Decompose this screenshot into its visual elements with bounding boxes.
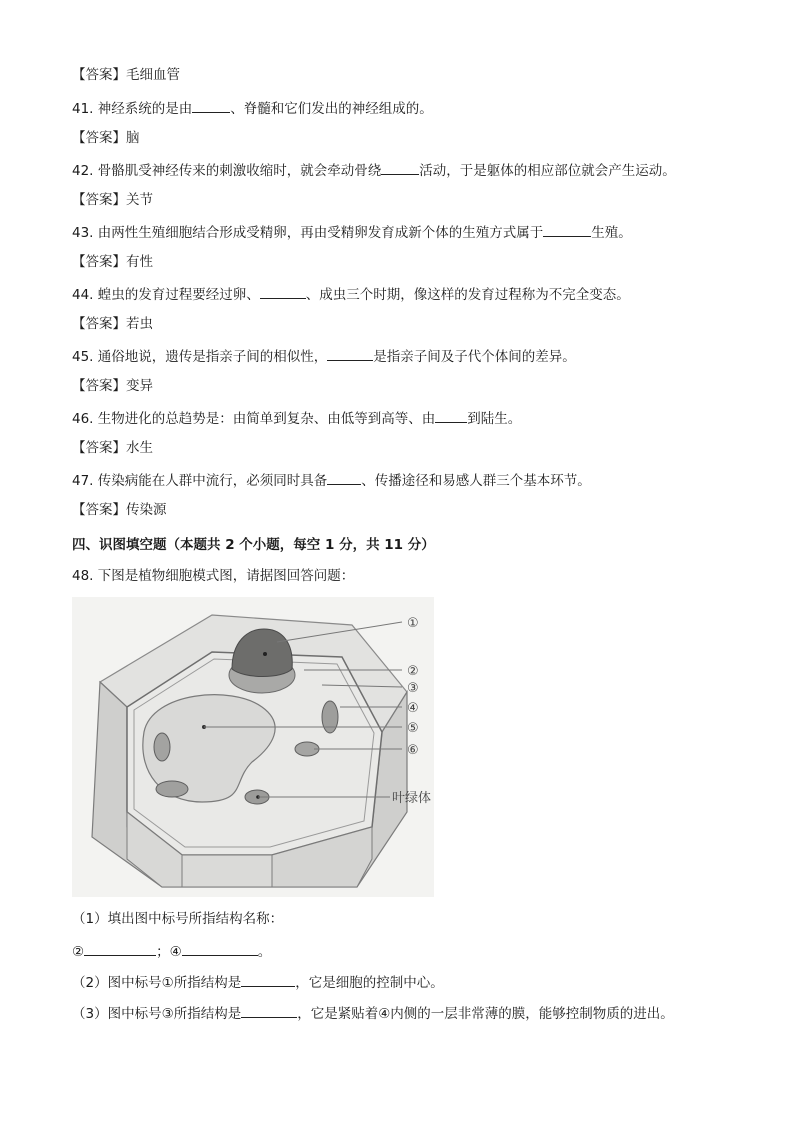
plant-cell-svg <box>72 597 434 897</box>
answer-46 <box>72 439 153 457</box>
fill-blank[interactable] <box>327 346 373 361</box>
subquestion-3 <box>72 1003 674 1023</box>
plant-cell-diagram <box>72 597 434 897</box>
subquestion-2-post: ，它是细胞的控制中心。 <box>295 975 444 991</box>
fill-blank[interactable] <box>192 98 230 113</box>
line-text: 【答案】若虫 <box>72 316 153 332</box>
subquestion-1-answers <box>72 941 271 961</box>
subquestion-1 <box>72 910 283 928</box>
label-3: ③ <box>407 681 419 696</box>
subquestion-1-end: 。 <box>257 944 272 960</box>
fill-blank[interactable] <box>327 470 361 485</box>
section-heading: 四、识图填空题（本题共 2 个小题，每空 1 分，共 11 分） <box>72 537 435 553</box>
separator-4: ；④ <box>156 944 182 960</box>
question-46 <box>72 408 521 428</box>
answer-41 <box>72 129 140 147</box>
answer-42 <box>72 191 153 209</box>
answer-44 <box>72 315 153 333</box>
question-47 <box>72 470 591 490</box>
answer-45 <box>72 377 153 395</box>
line-text: 42. 骨骼肌受神经传来的刺激收缩时，就会牵动骨绕 <box>72 163 382 179</box>
label-chloroplast: 叶绿体 <box>392 791 432 806</box>
line-text: 【答案】传染源 <box>72 502 167 518</box>
line-text: 【答案】变异 <box>72 378 153 394</box>
line-text: 【答案】脑 <box>72 130 140 146</box>
line-text: 47. 传染病能在人群中流行，必须同时具备 <box>72 473 328 489</box>
answer-47 <box>72 501 167 519</box>
line-text: 45. 通俗地说，遗传是指亲子间的相似性， <box>72 349 328 365</box>
question-48-intro: 48. 下图是植物细胞模式图，请据图回答问题： <box>72 568 355 584</box>
chloroplast-3 <box>156 781 188 797</box>
answer-40 <box>72 66 180 84</box>
cell-front-face-mid <box>182 855 272 887</box>
nucleus-point <box>263 652 267 656</box>
line-text-after: 到陆生。 <box>467 411 522 427</box>
line-text-after: 、传播途径和易感人群三个基本环节。 <box>361 473 591 489</box>
line-text: 41. 神经系统的是由 <box>72 101 193 117</box>
question-43 <box>72 222 632 242</box>
line-text: 【答案】关节 <box>72 192 153 208</box>
question-44 <box>72 284 630 304</box>
subquestion-3-pre: （3）图中标号③所指结构是 <box>72 1006 242 1022</box>
label-5: ⑤ <box>407 721 419 736</box>
chloroplast-1 <box>322 701 338 733</box>
line-text: 【答案】水生 <box>72 440 153 456</box>
label-6: ⑥ <box>407 743 419 758</box>
line-text-after: 生殖。 <box>591 225 632 241</box>
line-text-after: 是指亲子间及子代个体间的差异。 <box>373 349 576 365</box>
label-2: ② <box>407 664 419 679</box>
line-text: 【答案】有性 <box>72 254 153 270</box>
chloroplast-5 <box>154 733 170 761</box>
question-45 <box>72 346 576 366</box>
line-text: 43. 由两性生殖细胞结合形成受精卵，再由受精卵发育成新个体的生殖方式属于 <box>72 225 544 241</box>
question-42 <box>72 160 676 180</box>
line-text: 46. 生物进化的总趋势是：由简单到复杂、由低等到高等、由 <box>72 411 436 427</box>
blank-structure-2[interactable] <box>84 941 156 956</box>
blank-structure-3[interactable] <box>241 1003 297 1018</box>
fill-blank[interactable] <box>435 408 467 423</box>
line-text-after: 、脊髓和它们发出的神经组成的。 <box>230 101 433 117</box>
line-text-after: 、成虫三个时期，像这样的发育过程称为不完全变态。 <box>305 287 630 303</box>
subquestion-1-text: （1）填出图中标号所指结构名称： <box>72 911 284 927</box>
blank-structure-1[interactable] <box>241 972 295 987</box>
fill-blank[interactable] <box>381 160 419 175</box>
question-41 <box>72 98 433 118</box>
label-4: ④ <box>407 701 419 716</box>
blank-structure-4[interactable] <box>182 941 258 956</box>
answer-43 <box>72 253 153 271</box>
label-1: ① <box>407 616 419 631</box>
subquestion-2 <box>72 972 444 992</box>
subquestion-2-pre: （2）图中标号①所指结构是 <box>72 975 242 991</box>
line-text: 44. 蝗虫的发育过程要经过卵、 <box>72 287 260 303</box>
line-text: 【答案】毛细血管 <box>72 67 180 83</box>
fill-blank[interactable] <box>260 284 306 299</box>
label-2-prefix: ② <box>72 944 85 960</box>
line-text-after: 活动，于是躯体的相应部位就会产生运动。 <box>419 163 676 179</box>
subquestion-3-post: ，它是紧贴着④内侧的一层非常薄的膜，能够控制物质的进出。 <box>297 1006 674 1022</box>
fill-blank[interactable] <box>543 222 591 237</box>
